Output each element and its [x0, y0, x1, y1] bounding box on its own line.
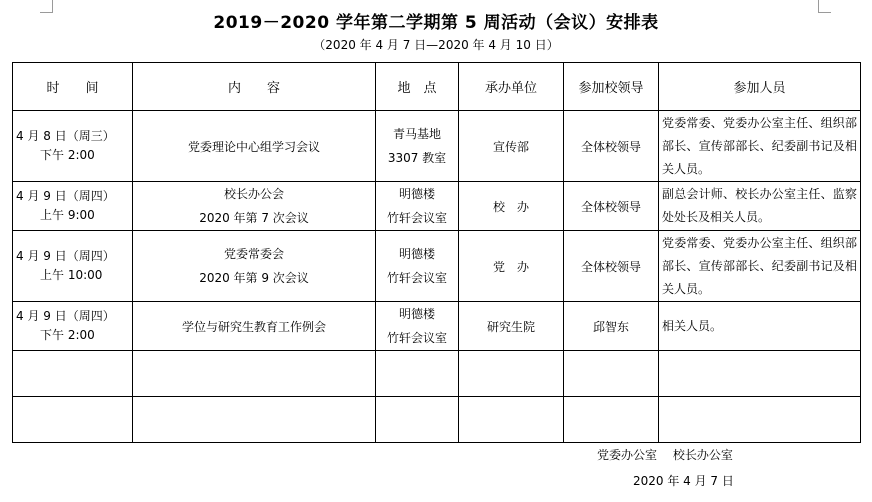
place-room: 竹轩会议室: [386, 271, 447, 285]
header-time: 时 间: [13, 63, 133, 111]
empty-cell: [459, 351, 564, 397]
attendees-cell: 相关人员。: [659, 302, 861, 351]
issue-date: 2020 年 4 月 7 日: [633, 474, 734, 488]
place-room: 竹轩会议室: [386, 331, 447, 345]
time-text: 上午 10:00: [40, 268, 103, 282]
leaders-cell: 全体校领导: [564, 182, 659, 231]
place-room: 竹轩会议室: [386, 211, 447, 225]
content-subtext: 2020 年第 7 次会议: [199, 211, 309, 225]
place-room: 3307 教室: [387, 151, 447, 165]
document-title: 2019－2020 学年第二学期第 5 周活动（会议）安排表: [213, 13, 659, 33]
header-organizer: 承办单位: [459, 63, 564, 111]
table-row: [13, 302, 861, 351]
document-date-range: （2020 年 4 月 7 日—2020 年 4 月 10 日）: [313, 38, 559, 52]
organizer-cell: 宣传部: [459, 111, 564, 182]
time-cell: [13, 111, 133, 182]
time-cell: [13, 182, 133, 231]
time-text: 下午 2:00: [40, 328, 95, 342]
place-cell: [376, 182, 459, 231]
empty-cell: [564, 351, 659, 397]
content-text: 党委理论中心组学习会议: [187, 139, 320, 154]
time-cell: [13, 231, 133, 302]
header-place: 地 点: [376, 63, 459, 111]
time-text: 上午 9:00: [40, 208, 95, 222]
empty-cell: [376, 397, 459, 443]
table-row: [13, 182, 861, 231]
header-leaders: 参加校领导: [564, 63, 659, 111]
header-attendees: 参加人员: [659, 63, 861, 111]
content-text: 党委常委会: [223, 247, 284, 261]
organizer-cell: 校 办: [459, 182, 564, 231]
content-cell: [133, 231, 376, 302]
empty-cell: [564, 397, 659, 443]
place-building: 明德楼: [398, 307, 435, 321]
place-cell: [376, 111, 459, 182]
date-text: 4 月 9 日（周四）: [16, 309, 115, 323]
date-text: 4 月 8 日（周三）: [16, 129, 115, 143]
leaders-cell: 全体校领导: [564, 111, 659, 182]
schedule-table: [12, 62, 861, 443]
leaders-cell: 邱智东: [564, 302, 659, 351]
empty-cell: [659, 351, 861, 397]
empty-row: [13, 397, 861, 443]
content-cell: [133, 302, 376, 351]
content-cell: [133, 182, 376, 231]
content-subtext: 2020 年第 9 次会议: [199, 271, 309, 285]
empty-cell: [133, 351, 376, 397]
empty-cell: [133, 397, 376, 443]
time-cell: [13, 302, 133, 351]
date-text: 4 月 9 日（周四）: [16, 189, 115, 203]
place-cell: [376, 302, 459, 351]
place-building: 明德楼: [398, 247, 435, 261]
content-text: 学位与研究生教育工作例会: [181, 319, 326, 334]
table-row: [13, 231, 861, 302]
table-row: [13, 111, 861, 182]
header-content: 内 容: [133, 63, 376, 111]
content-cell: [133, 111, 376, 182]
date-text: 4 月 9 日（周四）: [16, 249, 115, 263]
table-header-row: [13, 63, 861, 111]
place-building: 青马基地: [392, 127, 441, 141]
place-cell: [376, 231, 459, 302]
leaders-cell: 全体校领导: [564, 231, 659, 302]
empty-cell: [659, 397, 861, 443]
attendees-cell: 副总会计师、校长办公室主任、监察处处长及相关人员。: [659, 182, 861, 231]
empty-row: [13, 351, 861, 397]
place-building: 明德楼: [398, 187, 435, 201]
empty-cell: [376, 351, 459, 397]
issuing-offices: 党委办公室 校长办公室: [597, 448, 733, 462]
organizer-cell: 党 办: [459, 231, 564, 302]
attendees-cell: 党委常委、党委办公室主任、组织部部长、宣传部部长、纪委副书记及相关人员。: [659, 111, 861, 182]
empty-cell: [13, 397, 133, 443]
empty-cell: [13, 351, 133, 397]
attendees-cell: 党委常委、党委办公室主任、组织部部长、宣传部部长、纪委副书记及相关人员。: [659, 231, 861, 302]
organizer-cell: 研究生院: [459, 302, 564, 351]
empty-cell: [459, 397, 564, 443]
content-text: 校长办公会: [223, 187, 284, 201]
time-text: 下午 2:00: [40, 148, 95, 162]
